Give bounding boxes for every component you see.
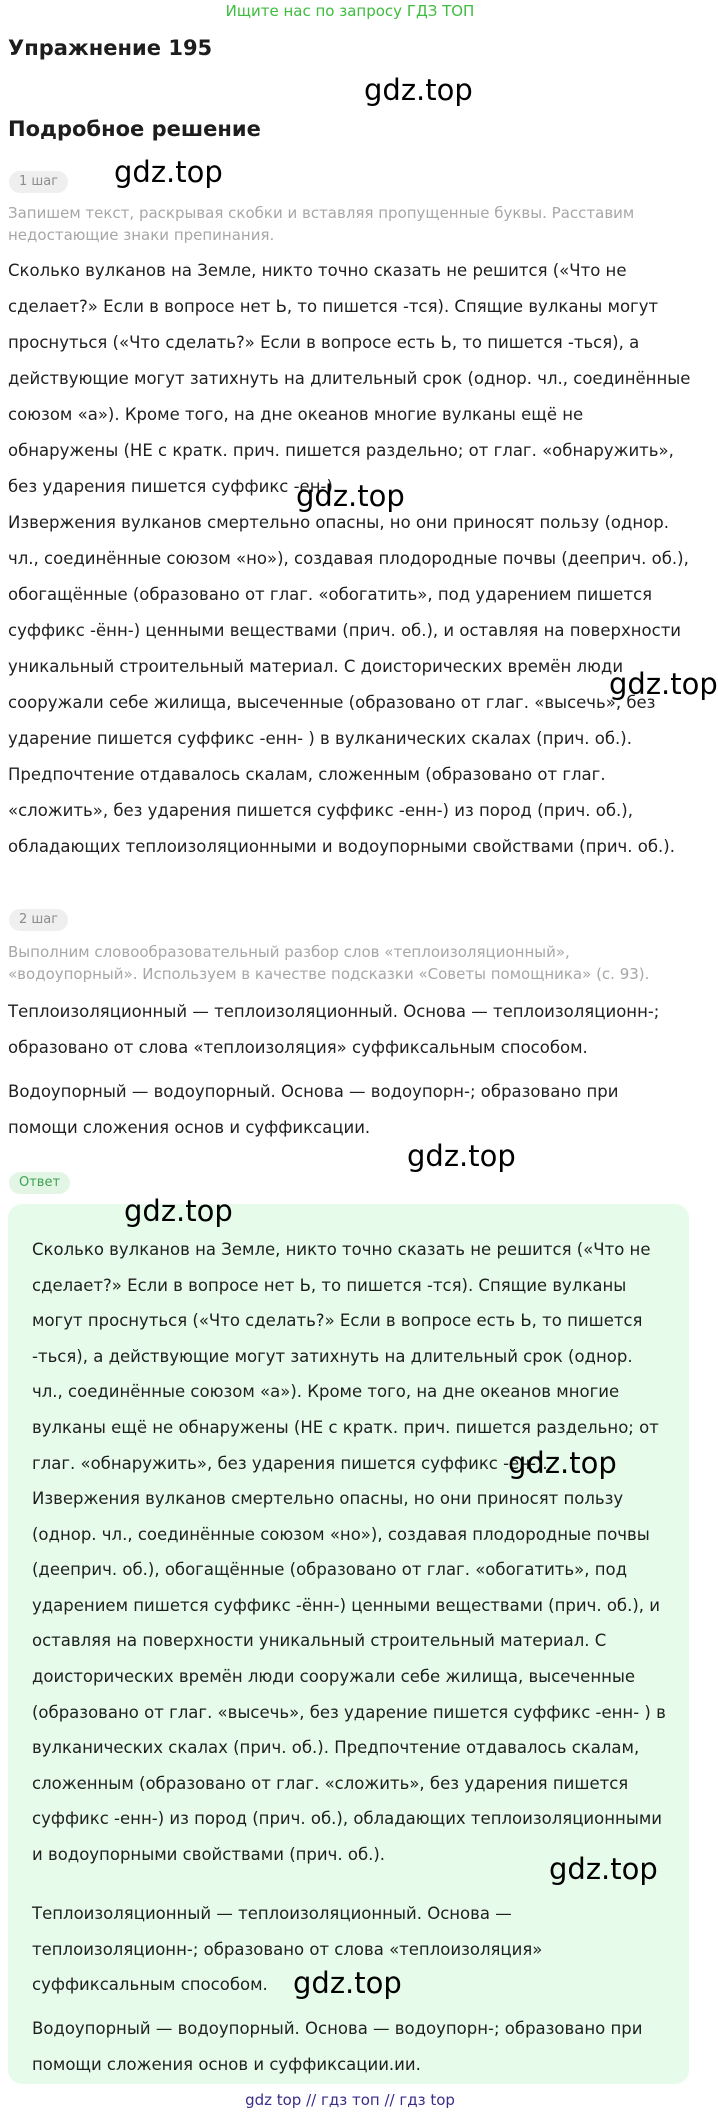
watermark: gdz.top [114,155,223,189]
answer-paragraph-2: Извержения вулканов смертельно опасны, но они приносят пользу (однор. чл., соединённые союзом «но»), создавая плодородные почвы (дееприч. об.), обогащённые (образовано от глаг. «обогатить», под ударением пишется суффикс -ённ-) ценными веществами (прич. об.), и оставляя на поверхности уникальный строительный материал. С доисторических времён люди сооружали себе жилища, высеченные (образовано от глаг. «высечь», без ударение пишется суффикс -енн- ) в вулканических скалах (прич. об.). Предпочтение отдавалось скалам, сложенным (образовано от глаг. «сложить», без ударения пишется суффикс -енн-) из пород (прич. об.), обладающих теплоизоляционными и водоупорными свойствами (прич. об.). [32,1489,666,1864]
step-2-hint: Выполним словообразовательный разбор слов «теплоизоляционный», «водоупорный». Используем в качестве подсказки «Советы помощника» (с. 93). [8,943,650,983]
step-1-paragraph-2: Извержения вулканов смертельно опасны, но они приносят пользу (однор. чл., соединённые союзом «но»), создавая плодородные почвы (дееприч. об.), обогащённые (образовано от глаг. «обогатить», под ударением пишется суффикс -ённ-) ценными веществами (прич. об.), и оставляя на поверхности уникальный строительный материал. С доисторических времён люди сооружали себе жилища, высеченные (образовано от глаг. «высечь», без ударение пишется суффикс -енн- ) в вулканических скалах (прич. об.). Предпочтение отдавалось скалам, сложенным (образовано от глаг. «сложить», без ударения пишется суффикс -енн-) из пород (прич. об.), обладающих теплоизоляционными и водоупорными свойствами (прич. об.). [8,513,689,856]
watermark: gdz.top [508,1446,617,1480]
answer-line-2: Водоупорный — водоупорный. Основа — водоупорн-; образовано при помощи сложения основ и суффиксации.ии. [32,2019,643,2074]
section-title: Подробное решение [8,117,261,141]
step-1-hint: Запишем текст, раскрывая скобки и вставляя пропущенные буквы. Расставим недостающие знаки препинания. [8,204,635,244]
page-title: Упражнение 195 [8,36,213,60]
watermark: gdz.top [296,479,405,513]
watermark: gdz.top [609,667,718,701]
answer-line-1: Теплоизоляционный — теплоизоляционный. Основа — теплоизоляционн-; образовано от слова «теплоизоляция» суффиксальным способом. [32,1904,543,1995]
step-2-line-1: Теплоизоляционный — теплоизоляционный. Основа — теплоизоляционн-; образовано от слова «теплоизоляция» суффиксальным способом. [8,1002,660,1057]
watermark: gdz.top [364,73,473,107]
footer-links[interactable]: gdz top // гдз топ // гдз top [245,2091,455,2109]
watermark: gdz.top [549,1852,658,1886]
watermark: gdz.top [124,1194,233,1228]
step-2-chip: 2 шаг [9,909,68,931]
watermark: gdz.top [293,1966,402,2000]
step-1-paragraph-1: Сколько вулканов на Земле, никто точно сказать не решится («Что не сделает?» Если в вопросе нет Ь, то пишется -тся). Спящие вулканы могут проснуться («Что сделать?» Если в вопросе есть Ь, то пишется -ться), а действующие могут затихнуть на длительный срок (однор. чл., соединённые союзом «а»). Кроме того, на дне океанов многие вулканы ещё не обнаружены (НЕ с кратк. прич. пишется раздельно; от глаг. «обнаружить», без ударения пишется суффикс -ен-). [8,261,691,496]
answer-paragraph-1: Сколько вулканов на Земле, никто точно сказать не решится («Что не сделает?» Если в вопросе нет Ь, то пишется -тся). Спящие вулканы могут проснуться («Что сделать?» Если в вопросе есть Ь, то пишется -ться), а действующие могут затихнуть на длительный срок (однор. чл., соединённые союзом «а»). Кроме того, на дне океанов многие вулканы ещё не обнаружены (НЕ с кратк. прич. пишется раздельно; от глаг. «обнаружить», без ударения пишется суффикс -ен-). [32,1240,659,1473]
step-1-chip: 1 шаг [9,171,68,193]
watermark: gdz.top [407,1139,516,1173]
answer-chip: Ответ [9,1172,70,1194]
step-2-line-2: Водоупорный — водоупорный. Основа — водоупорн-; образовано при помощи сложения основ и суффиксации. [8,1082,619,1137]
search-banner: Ищите нас по запросу ГДЗ ТОП [225,2,475,20]
